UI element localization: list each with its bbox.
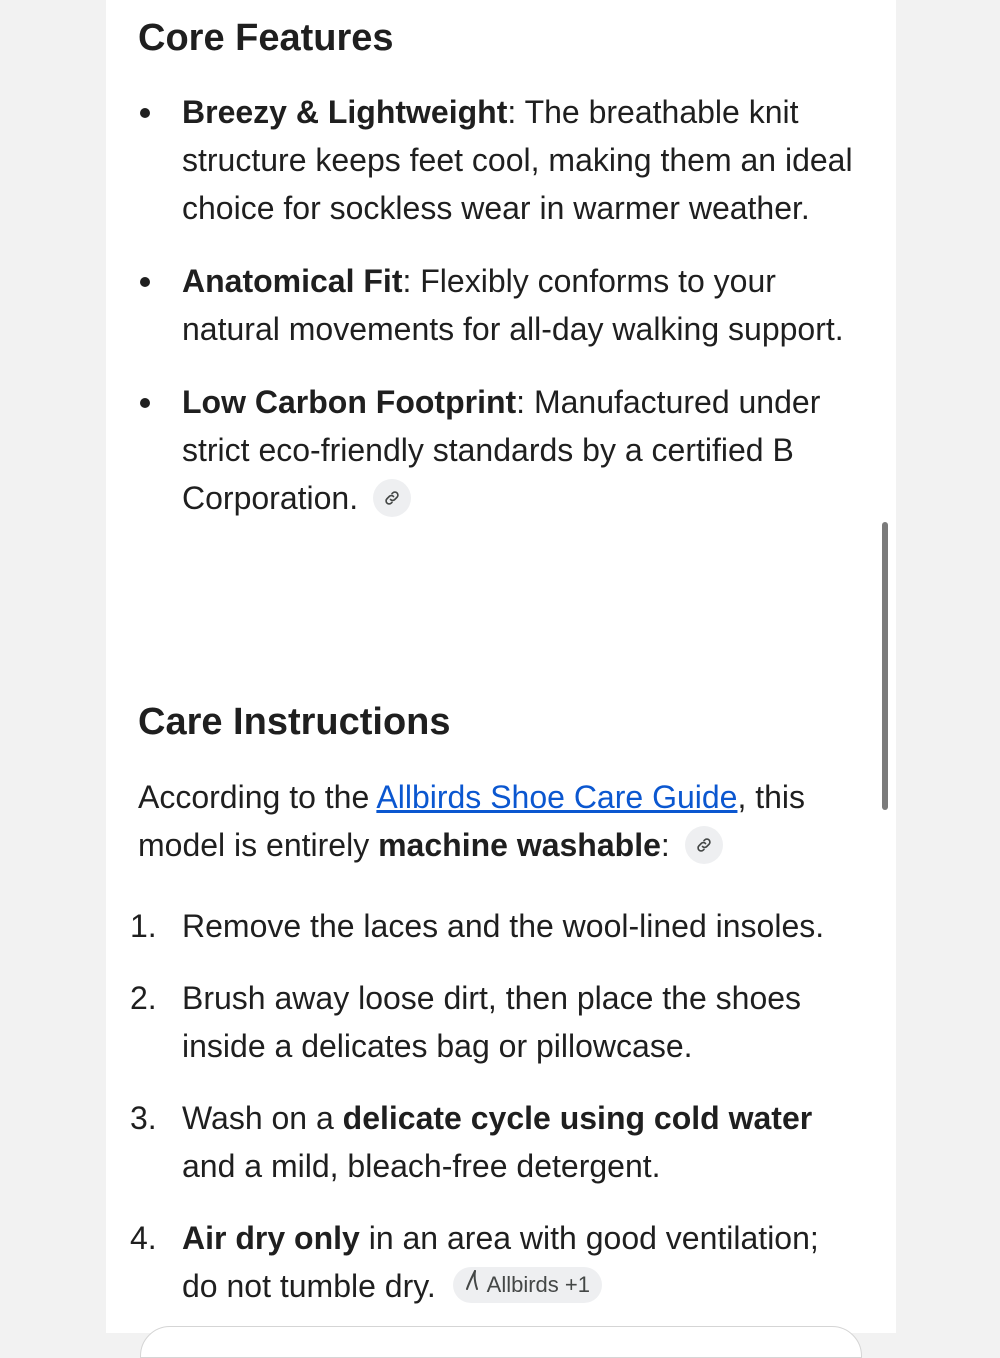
list-item [138, 257, 858, 353]
intro-text: , this model is entirely [138, 779, 806, 863]
step-text: Remove the laces and the wool-lined insoles. [182, 908, 825, 944]
intro-bold-text: machine washable [378, 827, 661, 863]
intro-text: : [660, 827, 670, 863]
allbirds-logo-icon [463, 1266, 481, 1302]
citation-link-button[interactable] [373, 479, 411, 517]
feature-text: : The breathable knit structure keeps feet cool, making them an ideal choice for sockless wear in warmer weather. [182, 94, 853, 226]
source-chip-button[interactable] [453, 1267, 602, 1303]
intro-text: According to the [138, 779, 377, 815]
list-item [130, 974, 858, 1070]
step-text: Wash on a [182, 1100, 343, 1136]
feature-title: Breezy & Lightweight [182, 94, 508, 130]
step-text: in an area with good ventilation; do not tumble dry. [182, 1220, 819, 1304]
bullet-icon [140, 108, 150, 118]
list-item [130, 1094, 858, 1190]
feature-text: : Manufactured under strict eco-friendly standards by a certified B Corporation. [182, 384, 821, 516]
scrollbar-thumb[interactable] [882, 522, 888, 810]
step-number: 2. [130, 980, 157, 1016]
care-intro-paragraph [138, 773, 858, 869]
feature-title: Anatomical Fit [182, 263, 403, 299]
citation-link-button[interactable] [685, 826, 723, 864]
core-features-list [138, 88, 858, 547]
step-number: 1. [130, 908, 157, 944]
bottom-input-bar-edge [140, 1326, 862, 1358]
care-guide-link[interactable]: Allbirds Shoe Care Guide [376, 779, 738, 815]
care-steps-list [130, 902, 858, 1334]
step-number: 4. [130, 1220, 157, 1256]
step-bold-text: delicate cycle using cold water [342, 1100, 813, 1136]
step-bold-text: Air dry only [182, 1220, 360, 1256]
list-item [138, 88, 858, 232]
source-chip-label: Allbirds +1 [486, 1271, 590, 1297]
link-icon [695, 836, 713, 854]
bullet-icon [140, 277, 150, 287]
feature-text: : Flexibly conforms to your natural movements for all-day walking support. [182, 263, 844, 347]
link-icon [383, 489, 401, 507]
response-panel [106, 0, 896, 1333]
list-item [130, 1214, 858, 1310]
core-features-heading: Core Features [138, 17, 394, 59]
bullet-icon [140, 398, 150, 408]
feature-title: Low Carbon Footprint [182, 384, 517, 420]
care-instructions-heading: Care Instructions [138, 701, 451, 743]
step-text: Brush away loose dirt, then place the shoes inside a delicates bag or pillowcase. [182, 980, 802, 1064]
list-item [138, 378, 858, 522]
list-item [130, 902, 858, 950]
step-number: 3. [130, 1100, 157, 1136]
step-text: and a mild, bleach-free detergent. [182, 1148, 661, 1184]
